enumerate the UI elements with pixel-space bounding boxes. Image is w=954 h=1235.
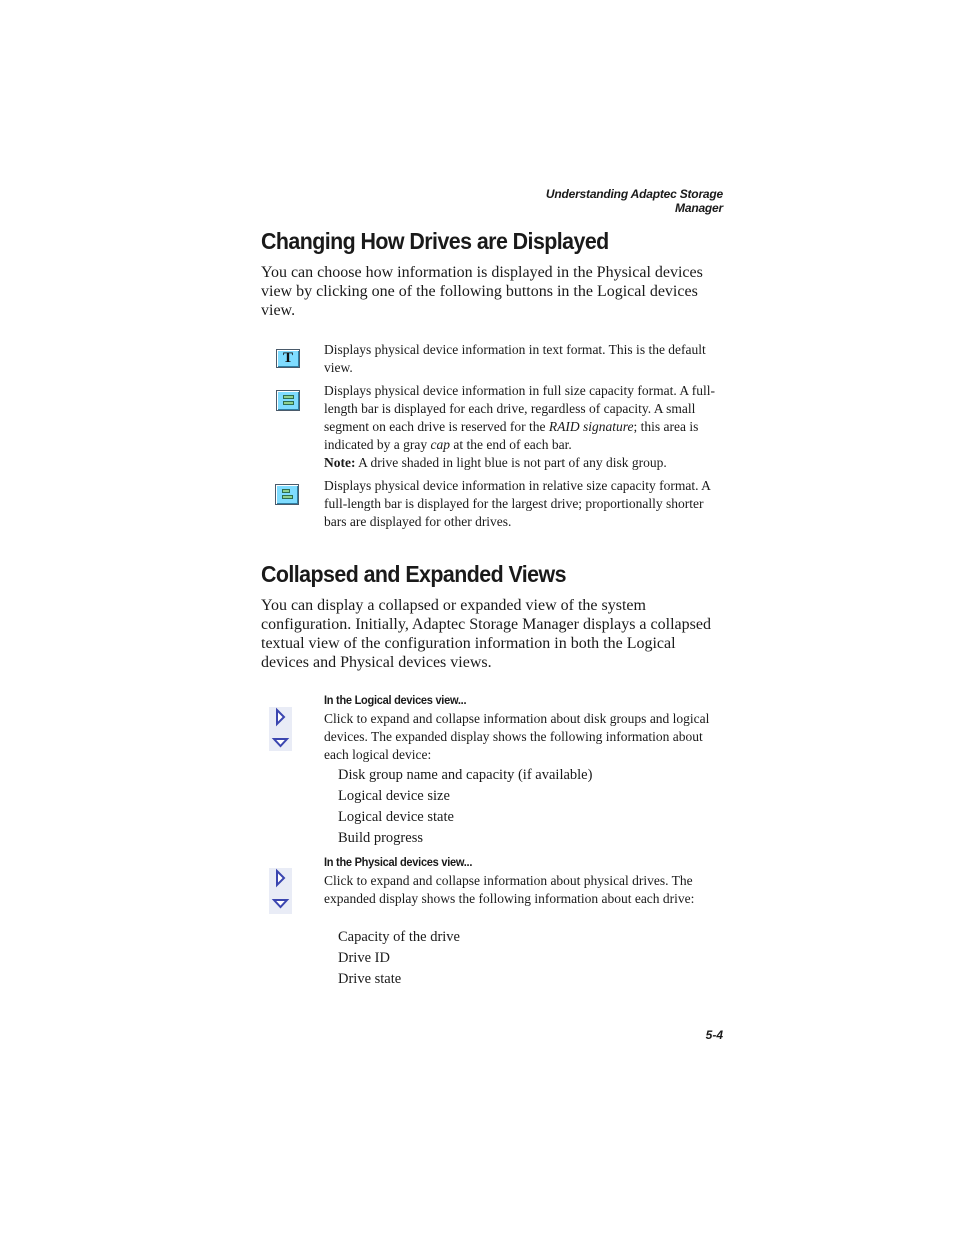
logical-list-item: Logical device size	[338, 788, 450, 804]
logical-list-item: Build progress	[338, 830, 423, 846]
full-size-desc-2: ; this area is indicated by a gray	[324, 419, 699, 452]
relative-size-description: Displays physical device information in relative size capacity format. A full-length bar is displayed for the largest drive; proportionally shorter bars are displayed for other drives.	[324, 478, 711, 529]
physical-view-heading: In the Physical devices view...	[324, 855, 473, 869]
logical-list-item: Logical device state	[338, 809, 454, 825]
text-view-description: Displays physical device information in text format. This is the default view.	[324, 342, 706, 375]
cap-term: cap	[430, 437, 450, 452]
note-text: A drive shaded in light blue is not part of any disk group.	[355, 455, 667, 470]
note-label: Note:	[324, 455, 356, 470]
relative-bar-top	[282, 489, 290, 493]
full-size-desc-3: at the end of each bar.	[449, 437, 572, 452]
section2-intro: You can display a collapsed or expanded view of the system configuration. Initially, Adaptec Storage Manager displays a collapsed textual view of the configuration information in both the Logical devices and Physical devices views.	[261, 597, 711, 671]
expand-arrow-icon	[277, 871, 284, 885]
full-size-description	[324, 382, 724, 472]
capacity-bar-top	[283, 395, 294, 399]
running-head: Understanding Adaptec Storage Manager	[545, 187, 723, 215]
section-title-changing-drives: Changing How Drives are Displayed	[261, 228, 609, 254]
capacity-bar-bottom	[283, 401, 294, 405]
physical-view-description: Click to expand and collapse information about physical drives. The expanded display shows the following information about each drive:	[324, 873, 695, 906]
section1-intro: You can choose how information is displayed in the Physical devices view by clicking one of the following buttons in the Logical devices view.	[261, 264, 703, 319]
page-number: 5-4	[705, 1028, 723, 1042]
relative-bar-bottom	[282, 495, 293, 499]
physical-list-item: Drive ID	[338, 950, 390, 966]
raid-signature-term: RAID signature	[548, 419, 634, 434]
full-size-desc-1: Displays physical device information in full size capacity format. A full-length bar is displayed for each drive, regardless of capacity. A small segment on each drive is reserved for the	[324, 383, 716, 434]
full-size-capacity-icon[interactable]	[276, 390, 300, 411]
collapse-arrow-icon	[274, 739, 287, 746]
logical-list-item: Disk group name and capacity (if available)	[338, 767, 593, 783]
relative-size-capacity-icon[interactable]	[275, 484, 299, 505]
physical-list-item: Drive state	[338, 971, 402, 987]
physical-expand-collapse-toggle[interactable]	[269, 868, 292, 914]
text-view-icon[interactable]	[276, 349, 300, 368]
logical-view-heading: In the Logical devices view...	[324, 693, 467, 707]
physical-list-item: Capacity of the drive	[338, 929, 460, 945]
expand-arrow-icon	[277, 710, 284, 724]
expand-collapse-icon	[269, 868, 292, 914]
logical-expand-collapse-toggle[interactable]	[269, 707, 292, 751]
section-title-collapsed-expanded: Collapsed and Expanded Views	[261, 561, 566, 587]
expand-collapse-icon	[269, 707, 292, 751]
text-view-glyph: T	[282, 350, 293, 366]
collapse-arrow-icon	[274, 900, 287, 907]
logical-view-description: Click to expand and collapse information about disk groups and logical devices. The expanded display shows the following information about each logical device:	[324, 711, 710, 762]
